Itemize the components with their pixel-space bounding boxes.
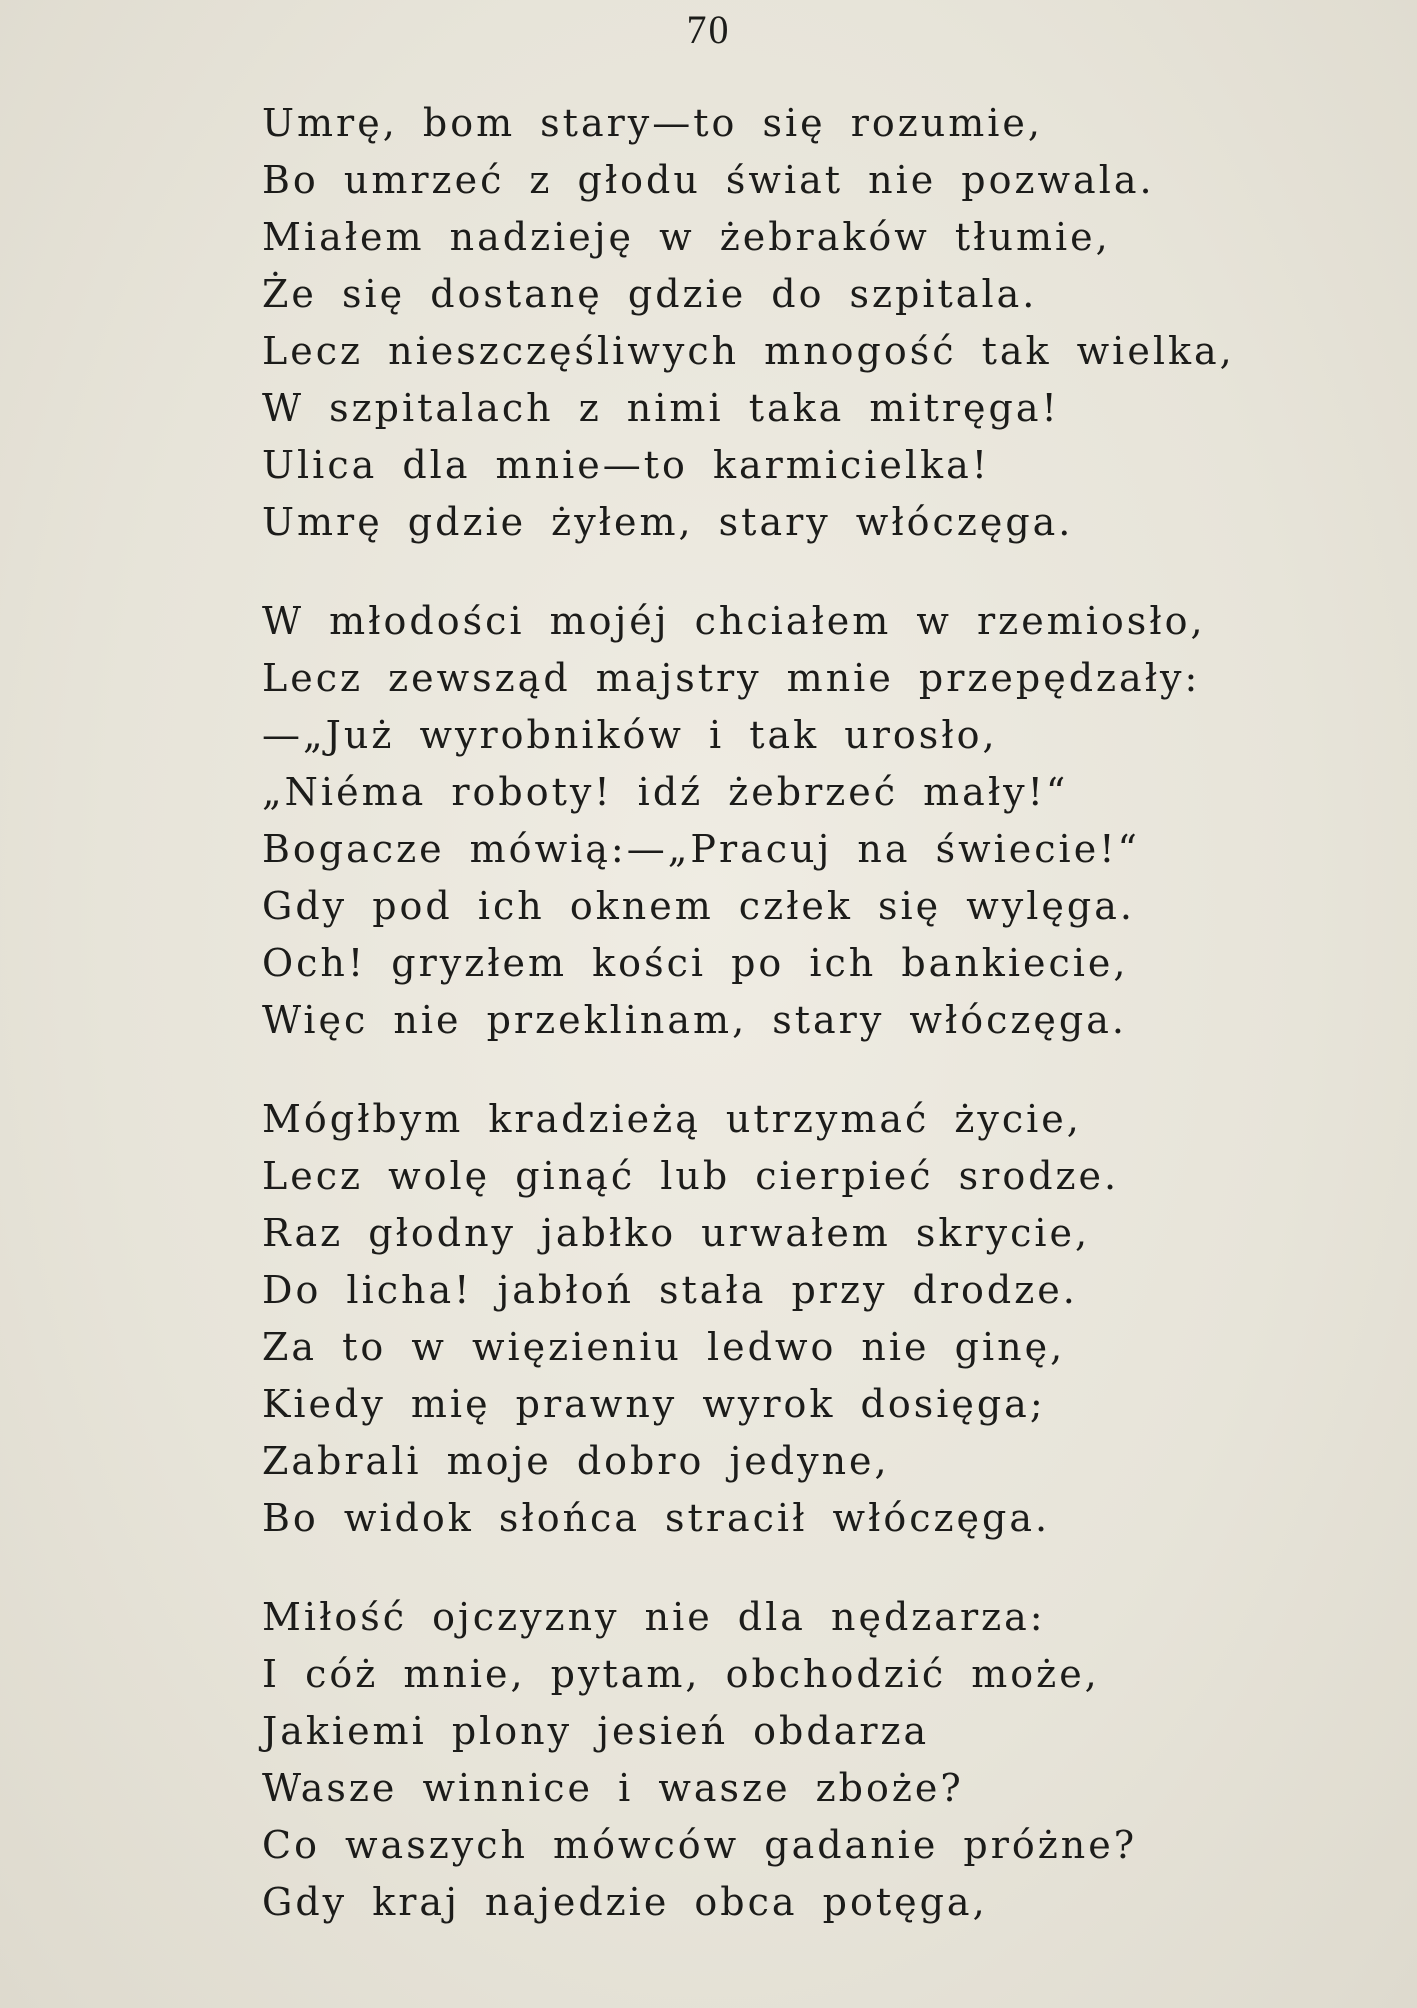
poem-line: Bo widok słońca stracił włóczęga. <box>262 1496 1051 1540</box>
stanza-2 <box>262 593 1312 1049</box>
poem-line: I cóż mnie, pytam, obchodzić może, <box>262 1652 1100 1696</box>
poem <box>262 95 1312 1973</box>
stanza-1 <box>262 95 1312 551</box>
poem-line: W szpitalach z nimi taka mitręga! <box>262 386 1060 430</box>
poem-line: Do licha! jabłoń stała przy drodze. <box>262 1268 1078 1312</box>
poem-line: Bogacze mówią:—„Pracuj na świecie!“ <box>262 827 1140 871</box>
poem-line: Miłość ojczyzny nie dla nędzarza: <box>262 1595 1046 1639</box>
poem-line: Umrę gdzie żyłem, stary włóczęga. <box>262 500 1074 544</box>
poem-line: Miałem nadzieję w żebraków tłumie, <box>262 215 1111 259</box>
poem-line: Gdy kraj najedzie obca potęga, <box>262 1880 988 1924</box>
poem-line: —„Już wyrobników i tak urosło, <box>262 713 998 757</box>
poem-line: Co waszych mówców gadanie próżne? <box>262 1823 1138 1867</box>
poem-line: Więc nie przeklinam, stary włóczęga. <box>262 998 1127 1042</box>
poem-line: Za to w więzieniu ledwo nie ginę, <box>262 1325 1066 1369</box>
poem-line: W młodości mojéj chciałem w rzemiosło, <box>262 599 1206 643</box>
poem-line: Raz głodny jabłko urwałem skrycie, <box>262 1211 1091 1255</box>
poem-line: Gdy pod ich oknem człek się wylęga. <box>262 884 1135 928</box>
poem-line: „Niéma roboty! idź żebrzeć mały!“ <box>262 770 1069 814</box>
poem-line: Och! gryzłem kości po ich bankiecie, <box>262 941 1129 985</box>
poem-line: Lecz nieszczęśliwych mnogość tak wielka, <box>262 329 1235 373</box>
poem-line: Mógłbym kradzieżą utrzymać życie, <box>262 1097 1082 1141</box>
poem-line: Kiedy mię prawny wyrok dosięga; <box>262 1382 1046 1426</box>
poem-line: Zabrali moje dobro jedyne, <box>262 1439 890 1483</box>
poem-line: Ulica dla mnie—to karmicielka! <box>262 443 990 487</box>
poem-line: Bo umrzeć z głodu świat nie pozwala. <box>262 158 1155 202</box>
stanza-4 <box>262 1589 1312 1931</box>
poem-line: Lecz zewsząd majstry mnie przepędzały: <box>262 656 1201 700</box>
poem-line: Jakiemi plony jesień obdarza <box>262 1709 930 1753</box>
poem-line: Że się dostanę gdzie do szpitala. <box>262 272 1038 316</box>
stanza-3 <box>262 1091 1312 1547</box>
poem-line: Wasze winnice i wasze zboże? <box>262 1766 964 1810</box>
poem-line: Umrę, bom stary—to się rozumie, <box>262 101 1043 145</box>
poem-line: Lecz wolę ginąć lub cierpieć srodze. <box>262 1154 1120 1198</box>
page-number: 70 <box>686 7 731 52</box>
